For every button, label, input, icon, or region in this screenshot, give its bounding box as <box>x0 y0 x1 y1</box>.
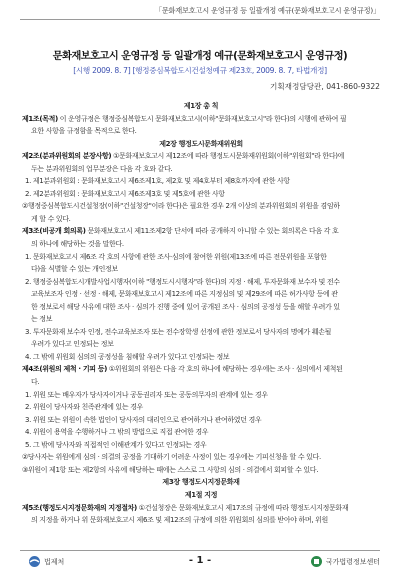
law-info-center-logo <box>310 555 380 568</box>
line-text: 다)을 식별할 수 있는 개인정보 <box>31 265 118 274</box>
line-text: 2. 위원이 당사자와 친족관계에 있는 경우 <box>25 403 143 412</box>
line-text: 1. 문화재보호고시 제6조 각 호의 사항에 관한 조사·심의에 참여한 위원(제13조에 따른 전문위원을 포함한 <box>25 252 327 261</box>
body-line <box>22 188 380 201</box>
line-text: 이 운영규정은 행정중심복합도시 문화재보호고시(이하"문화재보호고시"라 한다)의 시행에 관하여 필 <box>57 114 347 123</box>
line-text: 4. 위원이 용역을 수행하거나 그 밖의 방법으로 직접 관여한 경우 <box>25 428 209 437</box>
body-line <box>22 401 380 414</box>
line-text: ③위원이 제1항 또는 제2항의 사유에 해당하는 때에는 스스로 그 사항의 심의 · 의결에서 회피할 수 있다. <box>22 465 319 474</box>
header-divider <box>20 19 380 20</box>
article-heading: 제4조(위원의 제척 · 기피 등) <box>22 365 107 374</box>
line-text: 다. <box>31 378 40 387</box>
line-text: 의 하나에 해당하는 것을 말한다. <box>31 240 124 249</box>
article-heading: 제3조(비공개 회의록) <box>22 227 86 236</box>
body-line <box>22 251 380 264</box>
section-heading <box>22 476 380 489</box>
page-number: - 1 - <box>188 555 212 566</box>
body-line <box>22 175 380 188</box>
law-info-center-text: 국가법령정보센터 <box>325 557 380 566</box>
body-line <box>22 263 380 276</box>
body-line <box>22 301 380 314</box>
line-text: 문화재보호고시 제11조제2항 단서에 따라 공개하지 아니할 수 있는 회의록은 다음 각 호 <box>85 227 339 236</box>
line-text: 의 지정을 하거나 위 문화재보호고시 제6조 및 제12조의 규정에 의한 위원회의 심의를 받아야 하며, 위원 <box>31 516 328 525</box>
line-text: ①위원회의 위원은 다음 각 호의 하나에 해당하는 경우에는 조사 · 심의에서 제척된 <box>107 365 343 374</box>
line-text: 제1절 지정 <box>184 490 218 499</box>
line-text: ①건설청장은 문화재보호고시 제17조의 규정에 따라 행정도시지정문화재 <box>136 503 349 512</box>
running-header: 「문화재보호고시 운영규정 등 일괄개정 예규(문화재보호고시 운영규정)」 <box>154 6 380 15</box>
body-line <box>22 238 380 251</box>
line-text: 5. 그 밖에 당사자와 직접적인 이해관계가 있다고 인정되는 경우 <box>25 440 207 449</box>
line-text: 한 정보로서 해당 사유에 대한 조사 · 심의가 진행 중에 있어 공개된 조사 · 심의의 공정성 등을 해할 우려가 있 <box>31 302 340 311</box>
enactment-info-link[interactable]: [시행 2009. 8. 7] [행정중심복합도시건설청예규 제23호, 2009. 8. 7, 타법개정] <box>73 66 327 75</box>
line-text: 제1장 총 칙 <box>183 102 219 110</box>
body-line <box>22 200 380 213</box>
line-text: 2. 행정중심복합도시개발사업시행자(이하 "행정도시시행자"라 한다)의 지정 · 해제, 투자문화재 보수자 및 전수 <box>25 277 340 286</box>
body-line <box>22 288 380 301</box>
line-text: 요한 사항을 규정함을 목적으로 한다. <box>31 127 137 136</box>
body-line <box>22 326 380 339</box>
line-text: 두는 분과위원회의 업무분장은 다음 각 호와 같다. <box>31 164 173 173</box>
line-text: ①문화재보호고시 제12조에 따라 행정도시문화재위원회(이하"위원회"라 한다)에 <box>111 152 345 161</box>
section-heading <box>22 100 380 113</box>
body-line <box>22 464 380 477</box>
line-text: 3. 위원 또는 위원이 속한 법인이 당사자의 대리인으로 관여하거나 관여하였던 경우 <box>25 415 262 424</box>
page-footer <box>20 554 380 572</box>
body-line <box>22 414 380 427</box>
body-line <box>22 389 380 402</box>
line-text: 1. 위원 또는 배우자가 당사자이거나 공동권리자 또는 공동의무자의 관계에 있는 경우 <box>25 390 268 399</box>
article-line <box>22 113 380 126</box>
article-line <box>22 363 380 376</box>
article-heading: 제5조(행정도시지정문화재의 지정절차) <box>22 503 137 512</box>
line-text: ②당사자는 위원에게 심의 · 의결의 공정을 기대하기 어려운 사정이 있는 경우에는 기피신청을 할 수 있다. <box>22 453 321 462</box>
line-text: 교육보조자 인정 · 선정 · 해제, 문화재보호고시 제12조에 따른 지정심의 및 제29조에 따른 허가사항 등에 관 <box>31 290 338 299</box>
article-heading: 제1조(목적) <box>22 114 58 123</box>
line-text: 2. 제2분과위원회 : 문화재보호고시 제6조제3호 및 제5호에 관한 사항 <box>25 189 225 198</box>
document-title: 문화재보호고시 운영규정 등 일괄개정 예규(문화재보호고시 운영규정) <box>52 51 348 62</box>
section-heading <box>22 138 380 151</box>
body-line <box>22 313 380 326</box>
section-heading <box>22 489 380 502</box>
body-line <box>22 338 380 351</box>
article-line <box>22 150 380 163</box>
body-line <box>22 125 380 138</box>
body-line <box>22 276 380 289</box>
department-contact: 기획재정담당관, 041-860-9322 <box>270 82 380 91</box>
body-line <box>22 439 380 452</box>
line-text: 3. 투자문화재 보수자 인정, 전수교육보조자 또는 전수장학생 선정에 관한 정보로서 당사자의 명예가 훼손될 <box>25 327 332 336</box>
body-line <box>22 351 380 364</box>
line-text: 는 정보 <box>31 315 53 324</box>
body-line <box>22 426 380 439</box>
article-line <box>22 502 380 515</box>
body-line <box>22 163 380 176</box>
body-line <box>22 514 380 527</box>
line-text: ②행정중심복합도시건설청장(이하"건설청장"이라 한다)은 필요한 경우 2개 이상의 분과위원회의 위원을 겸임하 <box>22 202 340 211</box>
body-line <box>22 451 380 464</box>
article-line <box>22 225 380 238</box>
footer-divider <box>20 550 380 551</box>
moleg-logo-text: 법제처 <box>44 557 65 566</box>
law-center-emblem-icon <box>310 555 323 568</box>
line-text: 제3장 행정도시지정문화재 <box>162 478 240 487</box>
line-text: 게 할 수 있다. <box>31 214 71 223</box>
line-text: 우려가 있다고 인정되는 정보 <box>31 340 114 349</box>
article-heading: 제2조(분과위원회의 분장사항) <box>22 152 112 161</box>
body-line <box>22 213 380 226</box>
line-text: 제2장 행정도시문화재위원회 <box>159 139 243 148</box>
body-line <box>22 376 380 389</box>
line-text: 1. 제1분과위원회 : 문화재보호고시 제6조제1호, 제2호 및 제4호부터 제8호까지에 관한 사항 <box>25 177 290 186</box>
document-body <box>22 100 380 527</box>
line-text: 4. 그 밖에 위원회 심의의 공정성을 침해할 우려가 있다고 인정되는 정보 <box>25 352 230 361</box>
